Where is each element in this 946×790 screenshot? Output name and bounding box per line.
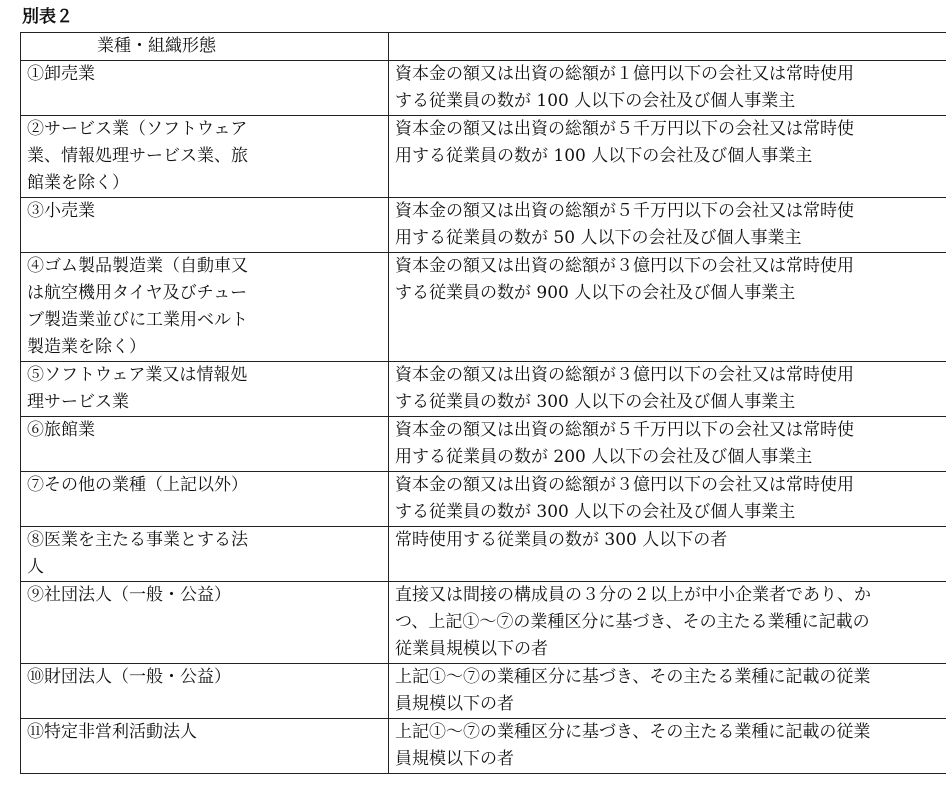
category-cell: ④ゴム製品製造業（自動車又 は航空機用タイヤ及びチュー ブ製造業並びに工業用ベルト 製造業を除く） bbox=[21, 253, 389, 362]
table-row bbox=[21, 582, 946, 664]
table-row bbox=[21, 719, 946, 774]
category-cell: ⑪特定非営利活動法人 bbox=[21, 719, 389, 774]
category-cell: ②サービス業（ソフトウェア 業、情報処理サービス業、旅 館業を除く） bbox=[21, 116, 389, 198]
category-cell: ⑥旅館業 bbox=[21, 417, 389, 472]
header-category-cell: 業種・組織形態 bbox=[21, 33, 389, 61]
requirement-cell: 資本金の額又は出資の総額が３億円以下の会社又は常時使用 する従業員の数が 900 人以下の会社及び個人事業主 bbox=[389, 253, 946, 362]
table-row bbox=[21, 472, 946, 527]
table-row bbox=[21, 362, 946, 417]
category-cell: ⑧医業を主たる事業とする法 人 bbox=[21, 527, 389, 582]
requirement-cell: 資本金の額又は出資の総額が１億円以下の会社又は常時使用 する従業員の数が 100 人以下の会社及び個人事業主 bbox=[389, 61, 946, 116]
category-cell: ③小売業 bbox=[21, 198, 389, 253]
document-title: 別表２ bbox=[22, 7, 73, 27]
requirement-cell: 上記①～⑦の業種区分に基づき、その主たる業種に記載の従業 員規模以下の者 bbox=[389, 719, 946, 774]
table-header-row bbox=[21, 33, 946, 61]
table-row bbox=[21, 198, 946, 253]
requirement-cell: 常時使用する従業員の数が 300 人以下の者 bbox=[389, 527, 946, 582]
category-cell: ⑦その他の業種（上記以外） bbox=[21, 472, 389, 527]
requirement-cell: 上記①～⑦の業種区分に基づき、その主たる業種に記載の従業 員規模以下の者 bbox=[389, 664, 946, 719]
requirement-cell: 資本金の額又は出資の総額が５千万円以下の会社又は常時使 用する従業員の数が 200 人以下の会社及び個人事業主 bbox=[389, 417, 946, 472]
requirement-cell: 直接又は間接の構成員の３分の２以上が中小企業者であり、か つ、上記①～⑦の業種区分に基づき、その主たる業種に記載の 従業員規模以下の者 bbox=[389, 582, 946, 664]
requirement-cell: 資本金の額又は出資の総額が５千万円以下の会社又は常時使 用する従業員の数が 50 人以下の会社及び個人事業主 bbox=[389, 198, 946, 253]
table-row bbox=[21, 61, 946, 116]
category-cell: ①卸売業 bbox=[21, 61, 389, 116]
category-cell: ⑤ソフトウェア業又は情報処 理サービス業 bbox=[21, 362, 389, 417]
requirement-cell: 資本金の額又は出資の総額が５千万円以下の会社又は常時使 用する従業員の数が 100 人以下の会社及び個人事業主 bbox=[389, 116, 946, 198]
table-row bbox=[21, 527, 946, 582]
classification-table bbox=[20, 32, 946, 774]
category-cell: ⑨社団法人（一般・公益） bbox=[21, 582, 389, 664]
requirement-cell: 資本金の額又は出資の総額が３億円以下の会社又は常時使用 する従業員の数が 300 人以下の会社及び個人事業主 bbox=[389, 472, 946, 527]
table-row bbox=[21, 417, 946, 472]
table-row bbox=[21, 116, 946, 198]
table-row bbox=[21, 664, 946, 719]
header-requirement-cell bbox=[389, 33, 946, 61]
category-cell: ⑩財団法人（一般・公益） bbox=[21, 664, 389, 719]
requirement-cell: 資本金の額又は出資の総額が３億円以下の会社又は常時使用 する従業員の数が 300 人以下の会社及び個人事業主 bbox=[389, 362, 946, 417]
table-row bbox=[21, 253, 946, 362]
